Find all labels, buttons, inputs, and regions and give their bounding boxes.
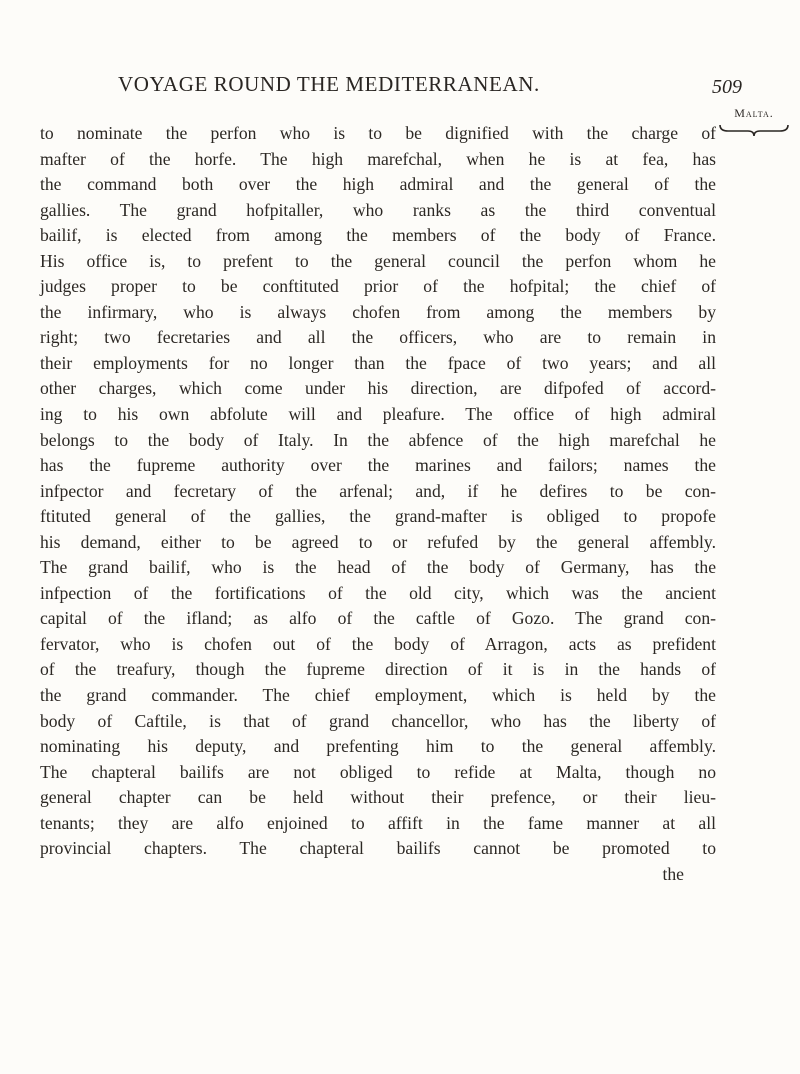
text-line: the grand commander. The chief employment, which is held by the xyxy=(40,685,716,706)
text-line: mafter of the horfe. The high marefchal, when he is at fea, has xyxy=(40,148,716,169)
text-line: other charges, which come under his direction, are difpofed of accord- xyxy=(40,378,716,399)
text-line: The chapteral bailifs are not obliged to refide at Malta, though no xyxy=(40,761,716,782)
running-head: VOYAGE ROUND THE MEDITERRANEAN. xyxy=(118,72,540,96)
text-line: body of Caftile, is that of grand chancellor, who has the liberty of xyxy=(40,710,716,731)
text-line: tenants; they are alfo enjoined to affift in the fame manner at all xyxy=(40,812,716,833)
text-line: provincial chapters. The chapteral bailifs cannot be promoted to xyxy=(40,838,716,859)
text-line: gallies. The grand hofpitaller, who ranks as the third conventual xyxy=(40,199,716,220)
text-line: the command both over the high admiral and the general of the xyxy=(40,174,716,195)
text-line: to nominate the perfon who is to be dignified with the charge of xyxy=(40,123,716,143)
text-line: their employments for no longer than the fpace of two years; and all xyxy=(40,352,716,373)
text-line: infpection of the fortifications of the old city, which was the ancient xyxy=(40,582,716,603)
text-line: general chapter can be held without their prefence, or their lieu- xyxy=(40,787,716,808)
text-line: nominating his deputy, and prefenting him to the general affembly. xyxy=(40,736,716,757)
text-line: bailif, is elected from among the members of the body of France. xyxy=(40,225,716,246)
text-line: capital of the ifland; as alfo of the caftle of Gozo. The grand con- xyxy=(40,608,716,629)
catchword: the xyxy=(662,863,684,884)
text-line: his demand, either to be agreed to or refufed by the general affembly. xyxy=(40,531,716,552)
text-line: has the fupreme authority over the marines and failors; names the xyxy=(40,455,716,476)
text-line: of the treafury, though the fupreme direction of it is in the hands of xyxy=(40,659,716,680)
text-line: the infirmary, who is always chofen from among the members by xyxy=(40,301,716,322)
text-line: ing to his own abfolute will and pleafure. The office of high admiral xyxy=(40,404,716,425)
text-line: belongs to the body of Italy. In the abfence of the high marefchal he xyxy=(40,429,716,450)
text-line: infpector and fecretary of the arfenal; and, if he defires to be con- xyxy=(40,480,716,501)
body-text xyxy=(40,121,716,887)
text-line: judges proper to be conftituted prior of the hofpital; the chief of xyxy=(40,276,716,297)
text-line: The grand bailif, who is the head of the body of Germany, has the xyxy=(40,557,716,578)
text-line: fervator, who is chofen out of the body of Arragon, acts as prefident xyxy=(40,633,716,654)
page-number: 509 xyxy=(712,76,742,98)
text-line: His office is, to prefent to the general council the perfon whom he xyxy=(40,250,716,271)
margin-note xyxy=(718,106,790,137)
text-line: right; two fecretaries and all the officers, who are to remain in xyxy=(40,327,716,348)
text-line: ftituted general of the gallies, the grand-mafter is obliged to propofe xyxy=(40,506,716,527)
brace-icon xyxy=(718,123,790,137)
margin-note-label: Malta. xyxy=(734,106,774,120)
